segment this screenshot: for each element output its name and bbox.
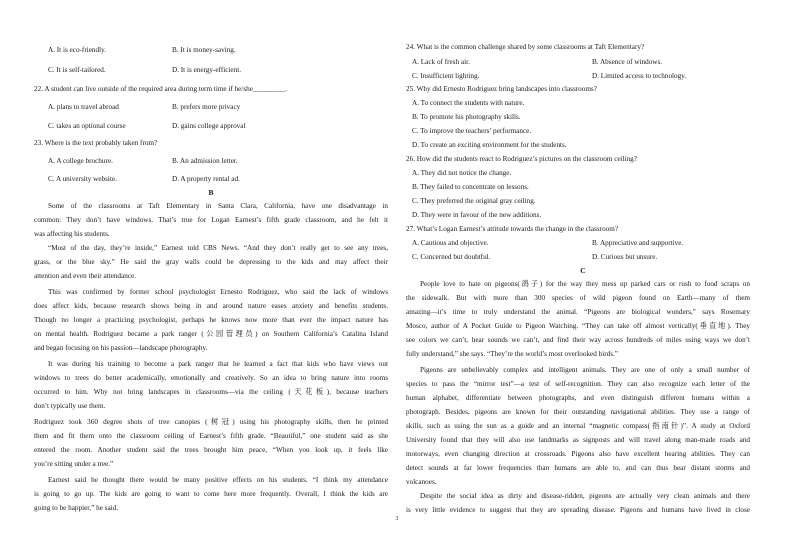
q23-option-b: B. An admission letter. [172,157,238,165]
q24-option-b: B. Absence of windows. [592,58,663,66]
q23-option-a: A. A college brochure. [48,157,113,165]
q26-option-a: A. They did not notice the change. [412,169,512,177]
passage-line: volcanoes. [406,478,437,486]
q22-option-a: A. plans to travel abroad [48,103,119,111]
passage-line: Earnest said he thought there would be many positive effects on his students. “I think my attendance [48,476,388,484]
q21-option-d: D. It is energy-efficient. [172,66,241,74]
passage-line: occurred to him. Why not bring landscapes in classrooms—via the ceiling (天花板), because teachers [34,388,388,396]
passage-line: attention and even their attendance. [34,272,136,280]
q24-option-a: A. Lack of fresh air. [412,58,470,66]
passage-line: species to pass the “mirror test”—a test of self-recognition. They can also recognize each letter of the [406,380,750,388]
q25-option-c: C. To improve the teachers’ performance. [412,127,532,135]
passage-line: Some of the classrooms at Taft Elementary in Santa Clara, California, have one disadvantage in [48,202,388,210]
passage-line: skills, such as using the sun as a guide and an internal “magnetic compass(指南针)”. A study at Oxford [406,422,750,430]
q27-stem: 27. What’s Logan Earnest’s attitude towards the change in the classroom? [406,225,619,233]
q25-option-d: D. To create an exciting environment for the students. [412,141,567,149]
q25-option-a: A. To connect the students with nature. [412,99,525,107]
passage-line: This was confirmed by former school psychologist Ernesto Rodriguez, who said the lack of windows [48,288,388,296]
q22-stem: 22. A student can live outside of the required area during term time if he/she_________. [34,85,288,93]
passage-line: entered the room. Another student said the trees brought him peace, “When you look up, it feels like [34,446,388,454]
q21-option-c: C. It is self-tailored. [48,66,106,74]
passage-line: University found that they will also use landmarks as signposts and will travel along man-made roads and [406,436,750,444]
passage-line: grass, or the blue sky.” He said the gray walls could be depressing to the kids and may affect their [34,258,388,266]
passage-line: see colors we can’t, hear sounds we can’t, and find their way across hundreds of miles using ways we don’t [406,336,750,344]
passage-line: “Most of the day, they’re inside,” Earnest told CBS News. “And they don’t really get to see any trees, [48,244,388,252]
q26-option-b: B. They failed to concentrate on lessons. [412,183,529,191]
q23-stem: 23. Where is the text probably taken from? [34,139,158,147]
q23-option-c: C. A university website. [48,175,117,183]
passage-line: windows to trees do better academically, emotionally and creatively. So an idea to bring nature into rooms [34,374,388,382]
q27-option-b: B. Appreciative and supportive. [592,239,684,247]
passage-line: Despite the social idea as dirty and disease-ridden, pigeons are actually very clean animals and there [420,492,750,500]
passage-line: was affecting his students. [34,230,110,238]
passage-line: going to be happier,” he said. [34,504,119,512]
passage-line: It was during his training to become a park ranger that he learned a fact that kids who have views out [48,360,388,368]
q25-stem: 25. Why did Ernesto Rodriguez bring landscapes into classrooms? [406,85,597,93]
q27-option-c: C. Concerned but doubtful. [412,253,491,261]
section-b-heading: B [208,188,214,197]
q24-option-c: C. Insufficient lighting. [412,72,480,80]
q27-option-d: D. Curious but unsure. [592,253,658,261]
page-number: 3 [395,516,399,522]
q25-option-b: B. To promote his photography skills. [412,113,521,121]
passage-line: People love to hate on pigeons(鸽子) for the way they mess up parked cars or rush to food scraps on [420,280,750,288]
passage-line: amazing—it’s time to truly understand the animal. “Pigeons are biological wonders,” says Rosemary [406,308,750,316]
passage-line: common: They don’t have windows. That’s true for Logan Earnest’s fifth grade classroom, and he felt it [34,216,388,224]
passage-line: Rodriguez took 360 degree shots of tree canopies (树冠) using his photography skills, then he printed [34,418,388,426]
passage-line: you’re sitting under a tree.” [34,460,114,468]
q27-option-a: A. Cautious and objective. [412,239,489,247]
passage-line: is going to go up. The kids are going to want to come here more frequently. Overall, I think the kids are [34,490,388,498]
q22-option-b: B. prefers more privacy [172,103,241,111]
passage-line: Pigeons are unbelievably complex and intelligent animals. They are one of only a small number of [420,366,750,374]
passage-line: photograph. Besides, pigeons are known for their outstanding navigational abilities. They use a range of [406,408,750,416]
passage-line: motorways, even changing direction at crossroads. Pigeons also have excellent hearing abilities. They can [406,450,750,458]
passage-line: Though no longer a practicing psychologist, perhaps he knows now more than ever the impact nature has [34,316,388,324]
q26-option-c: C. They preferred the original gray ceiling. [412,197,536,205]
passage-line: the sidewalk. But with more than 300 species of wild pigeon found on Earth—many of them [406,294,750,302]
q23-option-d: D. A property rental ad. [172,175,240,183]
passage-line: detect sounds at far lower frequencies than humans are able to, and can thus hear distant storms and [406,464,750,472]
passage-line: don’t typically use them. [34,402,106,410]
q21-option-b: B. It is money-saving. [172,46,236,54]
passage-line: does affect kids, because research shows being in and around nature eases anxiety and benefits students. [34,302,388,310]
q26-stem: 26. How did the students react to Rodriguez’s pictures on the classroom ceiling? [406,155,637,163]
section-c-heading: C [580,266,586,275]
passage-line: on mental health. Rodriguez became a park ranger (公园管理员) on Southern California’s Catalina Island [34,330,388,338]
q21-option-a: A. It is eco-friendly. [48,46,107,54]
passage-line: fully understand,” she says. “They’re the world’s most overlooked birds.” [406,350,618,358]
passage-line: Mosco, author of A Pocket Guide to Pigeon Watching. “They can take off almost vertically(垂直地). They [406,322,750,330]
passage-line: them and fit them onto the classroom ceiling of Earnest’s fifth grade. “Beautiful,” one student said as she [34,432,388,440]
q22-option-c: C. takes an optional course [48,122,126,130]
passage-line: and began focusing on his passion—landscape photography. [34,344,208,352]
q24-option-d: D. Limited access to technology. [592,72,687,80]
passage-line: is very little evidence to suggest that they are spreading disease. Pigeons and humans have lived in close [406,506,750,514]
passage-line: human alphabet, differentiate between photographs, and even distinguish different humans within a [406,394,750,402]
q22-option-d: D. gains college approval [172,122,246,130]
q26-option-d: D. They were in favour of the new additions. [412,211,542,219]
q24-stem: 24. What is the common challenge shared by some classrooms at Taft Elementary? [406,43,645,51]
